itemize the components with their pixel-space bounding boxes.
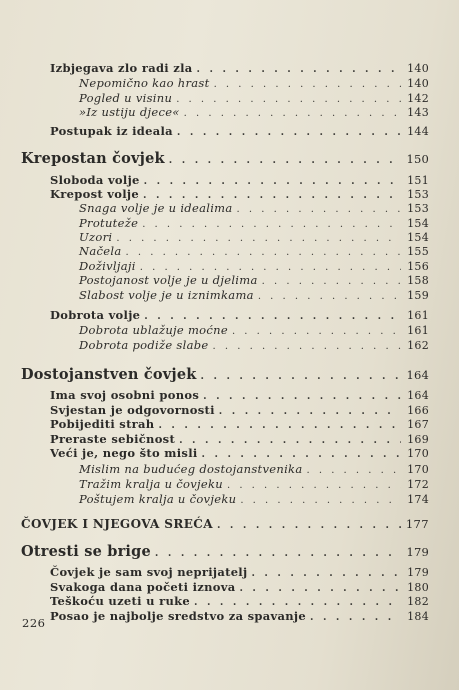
toc-entry xyxy=(79,492,429,506)
dot-leader xyxy=(140,262,401,273)
dot-leader xyxy=(240,495,401,506)
toc-entry-page: 166 xyxy=(407,404,429,417)
dot-leader xyxy=(155,548,401,559)
toc-entry-page: 144 xyxy=(407,125,429,138)
toc-entry-page: 142 xyxy=(407,92,429,105)
toc-entry xyxy=(50,609,429,623)
dot-leader xyxy=(158,420,401,431)
toc-entry xyxy=(79,91,429,105)
dot-leader xyxy=(177,127,401,138)
dot-leader xyxy=(201,371,401,382)
dot-leader xyxy=(179,435,401,446)
toc-entry-title: Dostojanstven čovjek xyxy=(21,366,197,383)
toc-entry-page: 161 xyxy=(407,324,429,337)
toc-entry xyxy=(50,565,429,579)
toc-entry-title: Veći je, nego što misli xyxy=(50,446,198,460)
toc-entry-title: Dobrota podiže slabe xyxy=(79,338,209,352)
toc-entry-page: 140 xyxy=(407,77,429,90)
toc-entry-page: 143 xyxy=(407,106,429,119)
toc-entry-title: Preraste sebičnost xyxy=(50,432,176,446)
toc-entry-page: 174 xyxy=(407,493,429,506)
dot-leader xyxy=(239,583,401,594)
dot-leader xyxy=(306,465,401,476)
toc-entry xyxy=(79,462,429,476)
toc-entry-page: 179 xyxy=(406,545,429,559)
dot-leader xyxy=(262,276,401,287)
toc-entry-page: 158 xyxy=(407,274,429,287)
toc-entry-page: 161 xyxy=(407,309,429,322)
toc-entry-title: Uzori xyxy=(79,230,113,244)
toc-entry-title: Posao je najbolje sredstvo za spavanje xyxy=(50,609,306,623)
toc-entry-title: Izbjegava zlo radi zla xyxy=(50,61,193,75)
toc-entry xyxy=(50,173,429,187)
toc-entry xyxy=(79,259,429,273)
dot-leader xyxy=(197,64,401,75)
toc-entry-title: Pobijediti strah xyxy=(50,417,155,431)
toc-entry-title: Postojanost volje je u djelima xyxy=(79,273,258,287)
toc-entry-title: Slabost volje je u iznimkama xyxy=(79,288,254,302)
toc-entry-title: Poštujem kralja u čovjeku xyxy=(79,492,237,506)
toc-entry xyxy=(50,61,429,75)
toc-entry-title: Krepostan čovjek xyxy=(21,150,165,167)
dot-leader xyxy=(251,568,401,579)
toc-entry-page: 164 xyxy=(406,368,429,382)
toc-entry xyxy=(50,594,429,608)
toc-entry-title: Načela xyxy=(79,244,122,258)
toc-entry-title: Protuteže xyxy=(79,216,139,230)
toc-entry xyxy=(50,388,429,402)
toc-entry xyxy=(21,366,429,383)
toc-entry xyxy=(50,124,429,138)
toc-entry-title: Otresti se brige xyxy=(21,543,151,560)
dot-leader xyxy=(176,94,401,105)
toc-entry xyxy=(79,76,429,90)
toc-entry-page: 180 xyxy=(407,581,429,594)
toc-entry xyxy=(50,417,429,431)
toc-entry-title: »Iz ustiju djece« xyxy=(79,105,180,119)
toc-entry-title: Mislim na budućeg dostojanstvenika xyxy=(79,462,303,476)
toc-entry-page: 153 xyxy=(407,188,429,201)
toc-entry xyxy=(50,403,429,417)
dot-leader xyxy=(203,391,401,402)
toc-entry xyxy=(79,201,429,215)
toc-entry-title: Svjestan je odgovornosti xyxy=(50,403,215,417)
dot-leader xyxy=(194,597,401,608)
toc-entry-page: 162 xyxy=(407,339,429,352)
toc-entry-page: 167 xyxy=(407,418,429,431)
dot-leader xyxy=(213,341,401,352)
dot-leader xyxy=(144,311,401,322)
toc-entry-title: Krepost volje xyxy=(50,187,139,201)
toc-entry-page: 170 xyxy=(407,463,429,476)
toc-entry xyxy=(50,187,429,201)
toc-entry-title: Doživljaji xyxy=(79,259,136,273)
toc-entry-title: Čovjek je sam svoj neprijatelj xyxy=(50,565,248,579)
dot-leader xyxy=(258,291,401,302)
toc-entry-page: 155 xyxy=(407,245,429,258)
toc-entry xyxy=(50,580,429,594)
toc-entry-page: 182 xyxy=(407,595,429,608)
toc-entry-title: Teškoću uzeti u ruke xyxy=(50,594,190,608)
dot-leader xyxy=(126,247,402,258)
toc-entry-page: 164 xyxy=(407,389,429,402)
dot-leader xyxy=(142,219,401,230)
toc-entry-title: Tražim kralja u čovjeku xyxy=(79,477,223,491)
toc-entry-title: Snaga volje je u idealima xyxy=(79,201,233,215)
toc-entry xyxy=(21,543,429,560)
toc-entry xyxy=(21,150,429,167)
dot-leader xyxy=(227,480,401,491)
toc-entry-title: Svakoga dana početi iznova xyxy=(50,580,236,594)
toc-entry xyxy=(79,244,429,258)
toc-entry xyxy=(79,216,429,230)
dot-leader xyxy=(219,406,401,417)
toc-entry xyxy=(79,338,429,352)
toc-entry-page: 150 xyxy=(406,152,429,166)
toc-entry-page: 179 xyxy=(407,566,429,579)
toc-entry xyxy=(79,105,429,119)
dot-leader xyxy=(184,108,401,119)
toc-entry xyxy=(79,288,429,302)
dot-leader xyxy=(237,204,401,215)
toc-entry-page: 172 xyxy=(407,478,429,491)
toc-entry-page: 159 xyxy=(407,289,429,302)
dot-leader xyxy=(116,233,401,244)
toc-entry-title: Postupak iz ideala xyxy=(50,124,173,138)
toc-entry xyxy=(50,446,429,460)
toc-entry-title: Ima svoj osobni ponos xyxy=(50,388,200,402)
toc-entry xyxy=(79,323,429,337)
dot-leader xyxy=(214,79,401,90)
dot-leader xyxy=(232,326,401,337)
toc-entry-title: Sloboda volje xyxy=(50,173,140,187)
dot-leader xyxy=(169,155,401,166)
toc-entry-page: 156 xyxy=(407,260,429,273)
toc-entry xyxy=(79,230,429,244)
dot-leader xyxy=(143,190,401,201)
toc-entry-page: 169 xyxy=(407,433,429,446)
dot-leader xyxy=(144,176,401,187)
page-number: 226 xyxy=(22,616,46,630)
toc-entry-title: Nepomično kao hrast xyxy=(79,76,210,90)
toc-entry-title: ČOVJEK I NJEGOVA SREĆA xyxy=(21,517,213,531)
toc-entry-title: Pogled u visinu xyxy=(79,91,173,105)
dot-leader xyxy=(202,449,401,460)
toc-entry xyxy=(50,432,429,446)
toc-entry xyxy=(50,308,429,322)
toc-entry-page: 177 xyxy=(405,517,429,531)
dot-leader xyxy=(310,612,401,623)
toc-entry-page: 140 xyxy=(407,62,429,75)
toc-entry-page: 184 xyxy=(407,610,429,623)
toc-entry-page: 153 xyxy=(407,202,429,215)
toc-entry xyxy=(79,477,429,491)
toc-entry-page: 151 xyxy=(407,174,429,187)
toc-entry-page: 154 xyxy=(407,217,429,230)
toc-entry xyxy=(21,517,429,531)
dot-leader xyxy=(217,520,401,531)
toc-entry-title: Dobrota volje xyxy=(50,308,141,322)
toc-entry-title: Dobrota ublažuje moćne xyxy=(79,323,228,337)
toc-entry-page: 154 xyxy=(407,231,429,244)
toc-entry-page: 170 xyxy=(407,447,429,460)
toc-entry xyxy=(79,273,429,287)
